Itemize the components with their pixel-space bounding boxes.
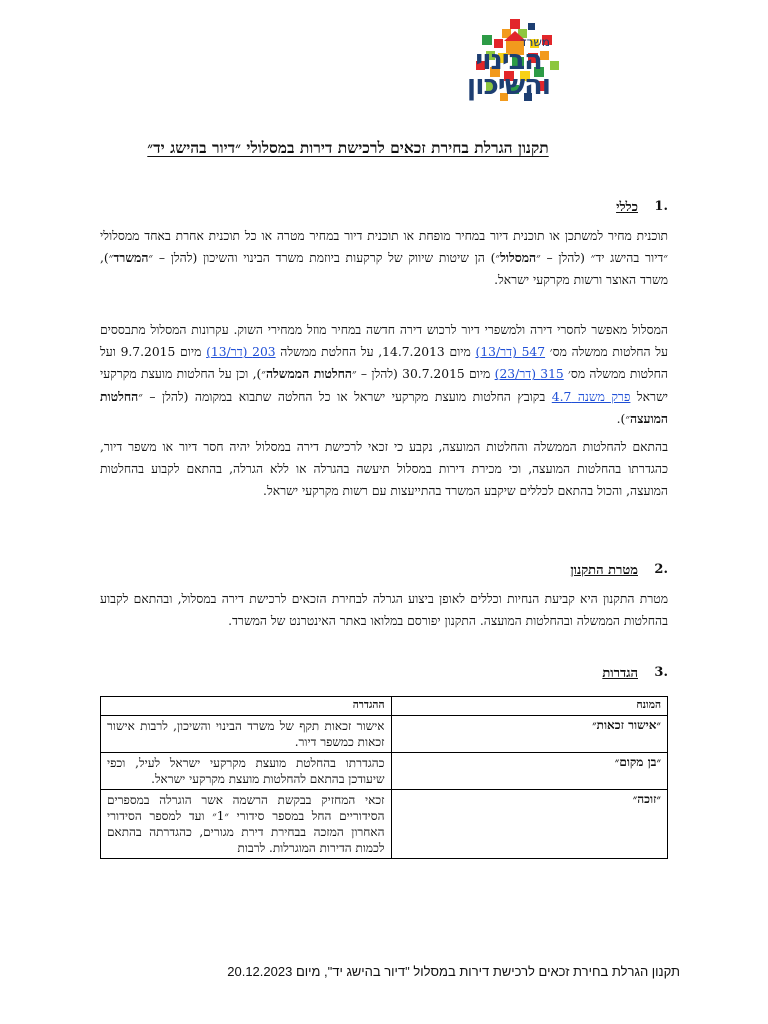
term-misrad: המשרד [113, 250, 149, 266]
text-fragment: מיום 30.7.2015 (להלן – ״ [351, 367, 495, 382]
text-fragment: ״). [616, 411, 631, 426]
section-3-number: 3. [654, 665, 668, 680]
text-fragment: ״), וכן על החלטות מועצת מקרקעי ישראל [100, 367, 668, 404]
link-decision-547[interactable]: 547 (דר/13) [475, 345, 546, 360]
section-1-title: כללי [616, 200, 638, 215]
section-1-paragraph-2 [100, 319, 668, 430]
text-fragment: ״), משרד האוצר ורשות מקרקעי ישראל. [100, 251, 668, 288]
header-definition: ההגדרה [101, 697, 392, 716]
table-row [101, 790, 668, 859]
table-row [101, 716, 668, 753]
header-term: המונח [391, 697, 668, 716]
logo-small-text: משרד [520, 35, 550, 49]
term-cell: ״אישור זכאות״ [391, 716, 668, 753]
definition-cell: כהגדרתו בהחלטת מועצת מקרקעי ישראל לעיל, וכפי שיעודכן בהתאם להחלטות מועצת מקרקעי ישראל. [101, 753, 392, 790]
table-header-row [101, 697, 668, 716]
link-chapter-4-7[interactable]: פרק משנה 4.7 [551, 389, 631, 404]
section-2-paragraph-1: מטרת התקנון היא קביעת הנחיות וכללים לאופן ביצוע הגרלה לבחירת הזכאים לרכישת דירה במסלול, ובהתאם לקבוע בהחלטות הממשלה ובהחלטות המועצה. התקנון יפורסם במלואו באתר האינטרנט של המשרד. [100, 592, 668, 629]
definition-cell: זכאי המחזיק בבקשת הרשמה אשר הוגרלה במספרים הסידוריים החל במספר סידורי ״1״ ועד למספר הסידורי האחרון המזכה בבחירת דירת מגורים, כהגדרתה בהתאם לכמות הדירות המוגרלות. לרבות [101, 790, 392, 859]
term-council-decisions: החלטות המועצה [100, 388, 668, 426]
page-footer: תקנון הגרלת בחירת זכאים לרכישת דירות במסלול "דיור בהישג יד", מיום 20.12.2023 [227, 964, 680, 979]
term-cell: ״בן מקום״ [391, 753, 668, 790]
section-1-paragraph-1 [100, 225, 668, 292]
text-fragment: תוכנית מחיר למשתכן או תוכנית דיור במחיר מופחת או תוכנית דיור במחיר מטרה או כל תוכנית אחרת באחד ממסלולי ״דיור בהישג יד״ (להלן – ״ [100, 229, 668, 266]
definitions-table [100, 696, 668, 859]
term-cell: ״זוכה״ [391, 790, 668, 859]
text-fragment: מיום 9.7.2015 ועל החלטות ממשלה מס׳ [100, 345, 668, 382]
section-1-paragraph-3: בהתאם להחלטות הממשלה והחלטות המועצה, נקבע כי זכאי לרכישת דירה במסלול יהיה חסר דיור או משפר דיור, כהגדרתו בהחלטות המועצה, וכי מכירת דירות במסלול תיעשה בהגרלה או ללא הגרלה, בהתאם לקבוע בהחלטות המועצה, והכול בהתאם לכללים שיקבע המשרד בהתייעצות עם רשות מקרקעי ישראל. [100, 440, 668, 499]
section-3-title: הגדרות [602, 666, 638, 681]
text-fragment: ״) הן שיטות שיווק של קרקעות ביוזמת משרד הבינוי והשיכון (להלן – ״ [148, 251, 501, 266]
link-decision-203[interactable]: 203 (דר/13) [206, 345, 276, 360]
text-fragment: בקובץ החלטות מועצת מקרקעי ישראל או כל החלטה שתבוא במקומה (להלן – ״ [138, 389, 552, 404]
document-title: תקנון הגרלת בחירת זכאים לרכישת דירות במסלולי ״דיור בהישג יד״ [147, 138, 549, 157]
section-2-title: מטרת התקנון [570, 563, 638, 578]
text-fragment: מיום 14.7.2013, על החלטת ממשלה [275, 345, 476, 360]
logo-line-2: והשיכון [466, 70, 550, 101]
term-maslul: המסלול [500, 250, 537, 266]
table-row [101, 753, 668, 790]
section-1-number: 1. [654, 199, 668, 214]
text-fragment: המסלול מאפשר לחסרי דירה ולמשפרי דיור לרכוש דירה חדשה במחיר מוזל ממחירי השוק. עקרונות המסלול מתבססים על החלטות ממשלה מס׳ [100, 323, 668, 360]
link-decision-315[interactable]: 315 (דר/23) [494, 367, 564, 382]
section-2-number: 2. [654, 562, 668, 577]
ministry-logo [468, 14, 698, 104]
ministry-name [466, 35, 550, 101]
definition-cell: אישור זכאות תקף של משרד הבינוי והשיכון, לרבות אישור זכאות כמשפר דיור. [101, 716, 392, 753]
logo-line-1: הבינוי [475, 45, 542, 76]
term-government-decisions: החלטות הממשלה [265, 366, 352, 382]
